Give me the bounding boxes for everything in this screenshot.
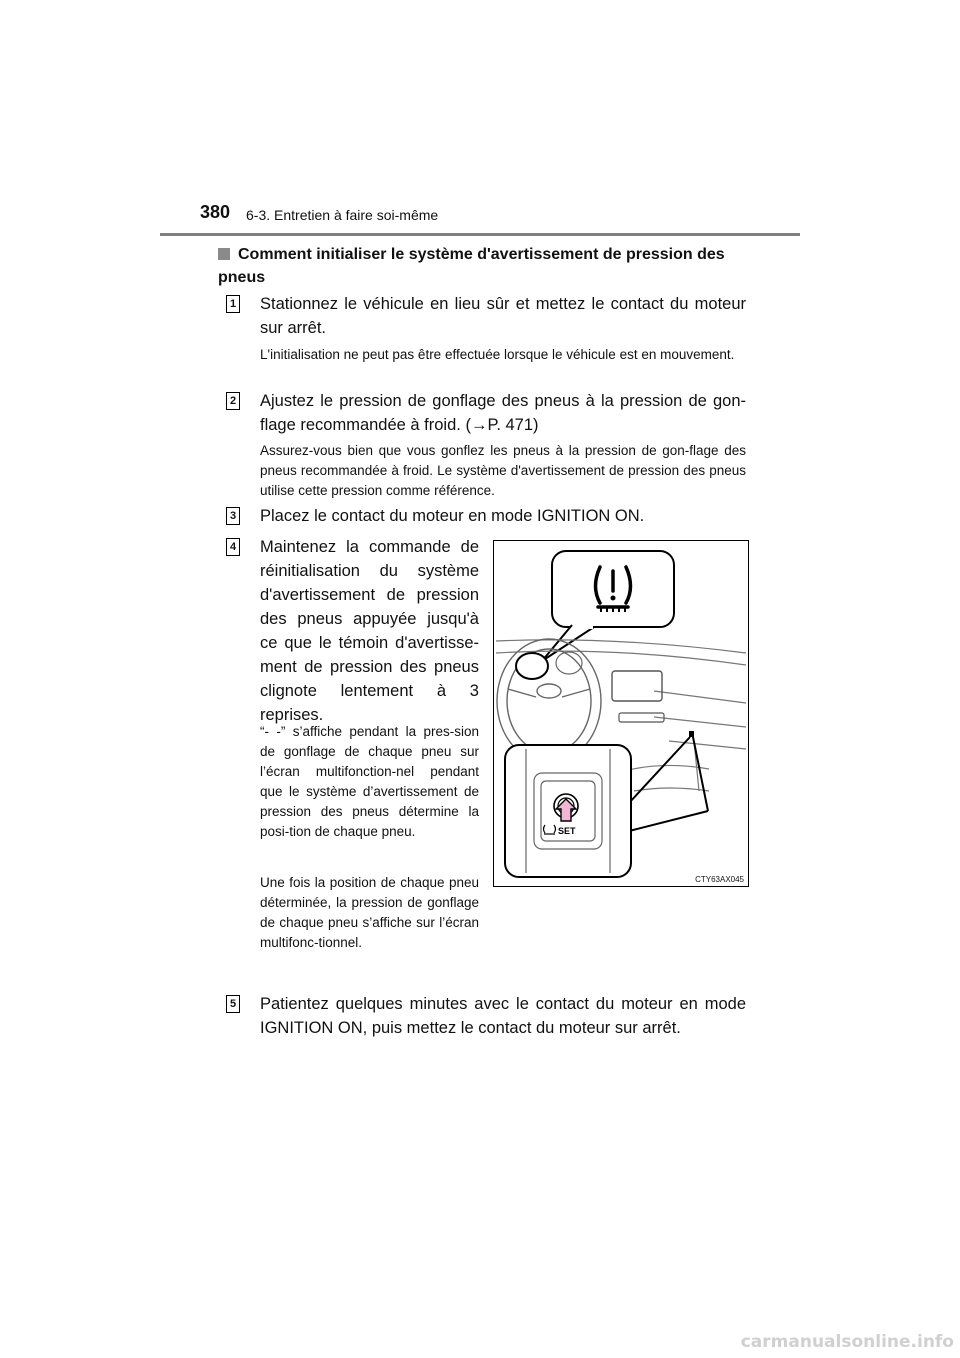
- header-rule: [160, 233, 800, 236]
- section-heading-text: Comment initialiser le système d'avertissement de pression des pneus: [218, 246, 725, 286]
- step-number-1: 1: [226, 295, 240, 313]
- step-3-text: Placez le contact du moteur en mode IGNITION ON.: [260, 507, 645, 525]
- running-head: 6-3. Entretien à faire soi-même: [246, 207, 439, 223]
- step-number-2: 2: [226, 392, 240, 410]
- step-5-text: Patientez quelques minutes avec le contact du moteur en mode IGNITION ON, puis mettez le contact du moteur sur arrêt.: [260, 995, 746, 1037]
- footer-watermark: carmanualsonline.info: [740, 1332, 954, 1352]
- section-heading: [218, 243, 746, 289]
- meter-left: [516, 653, 548, 679]
- leader-lines: [629, 737, 708, 831]
- heading-bullet-icon: [218, 248, 230, 260]
- step-2-text: Ajustez le pression de gonflage des pneus à la pression de gon-flage recommandée à froid. (→P. 471): [260, 392, 746, 434]
- step-1-note: L'initialisation ne peut pas être effectuée lorsque le véhicule est en mouvement.: [260, 347, 735, 362]
- set-button-label: SET: [558, 826, 576, 836]
- figure-code: CTY63AX045: [695, 875, 744, 884]
- step-number-5: 5: [226, 995, 240, 1013]
- dashboard-illustration: [493, 540, 749, 887]
- dashboard-drawing: [494, 541, 748, 886]
- step-4-text: Maintenez la commande de réinitialisation du système d'avertissement de pression des pneus appuyée jusqu'à ce que le témoin d'avertisse-ment de pression des pneus clignote lentement à 3 reprises.: [260, 538, 479, 724]
- step-4-note-1: “- -” s’affiche pendant la pres-sion de gonflage de chaque pneu sur l’écran multifonction-nel pendant que le système d’avertissement de pression des pneus détermine la posi-tion de chaque pneu.: [260, 724, 479, 839]
- step-4-note-2: Une fois la position de chaque pneu déterminée, la pression de gonflage de chaque pneu s’affiche sur l’écran multifonc-tionnel.: [260, 875, 479, 950]
- step-number-3: 3: [226, 507, 240, 525]
- page-number: 380: [200, 202, 231, 222]
- step-number-4: 4: [226, 538, 240, 556]
- center-display: [612, 671, 662, 701]
- switch-location-marker: [689, 731, 694, 737]
- step-1-text: Stationnez le véhicule en lieu sûr et mettez le contact du moteur sur arrêt.: [260, 295, 746, 337]
- step-2-note: Assurez-vous bien que vous gonflez les pneus à la pression de gon-flage des pneus recommandée à froid. Le système d'avertissement de pression des pneus utilise cette pression comme référence.: [260, 443, 746, 498]
